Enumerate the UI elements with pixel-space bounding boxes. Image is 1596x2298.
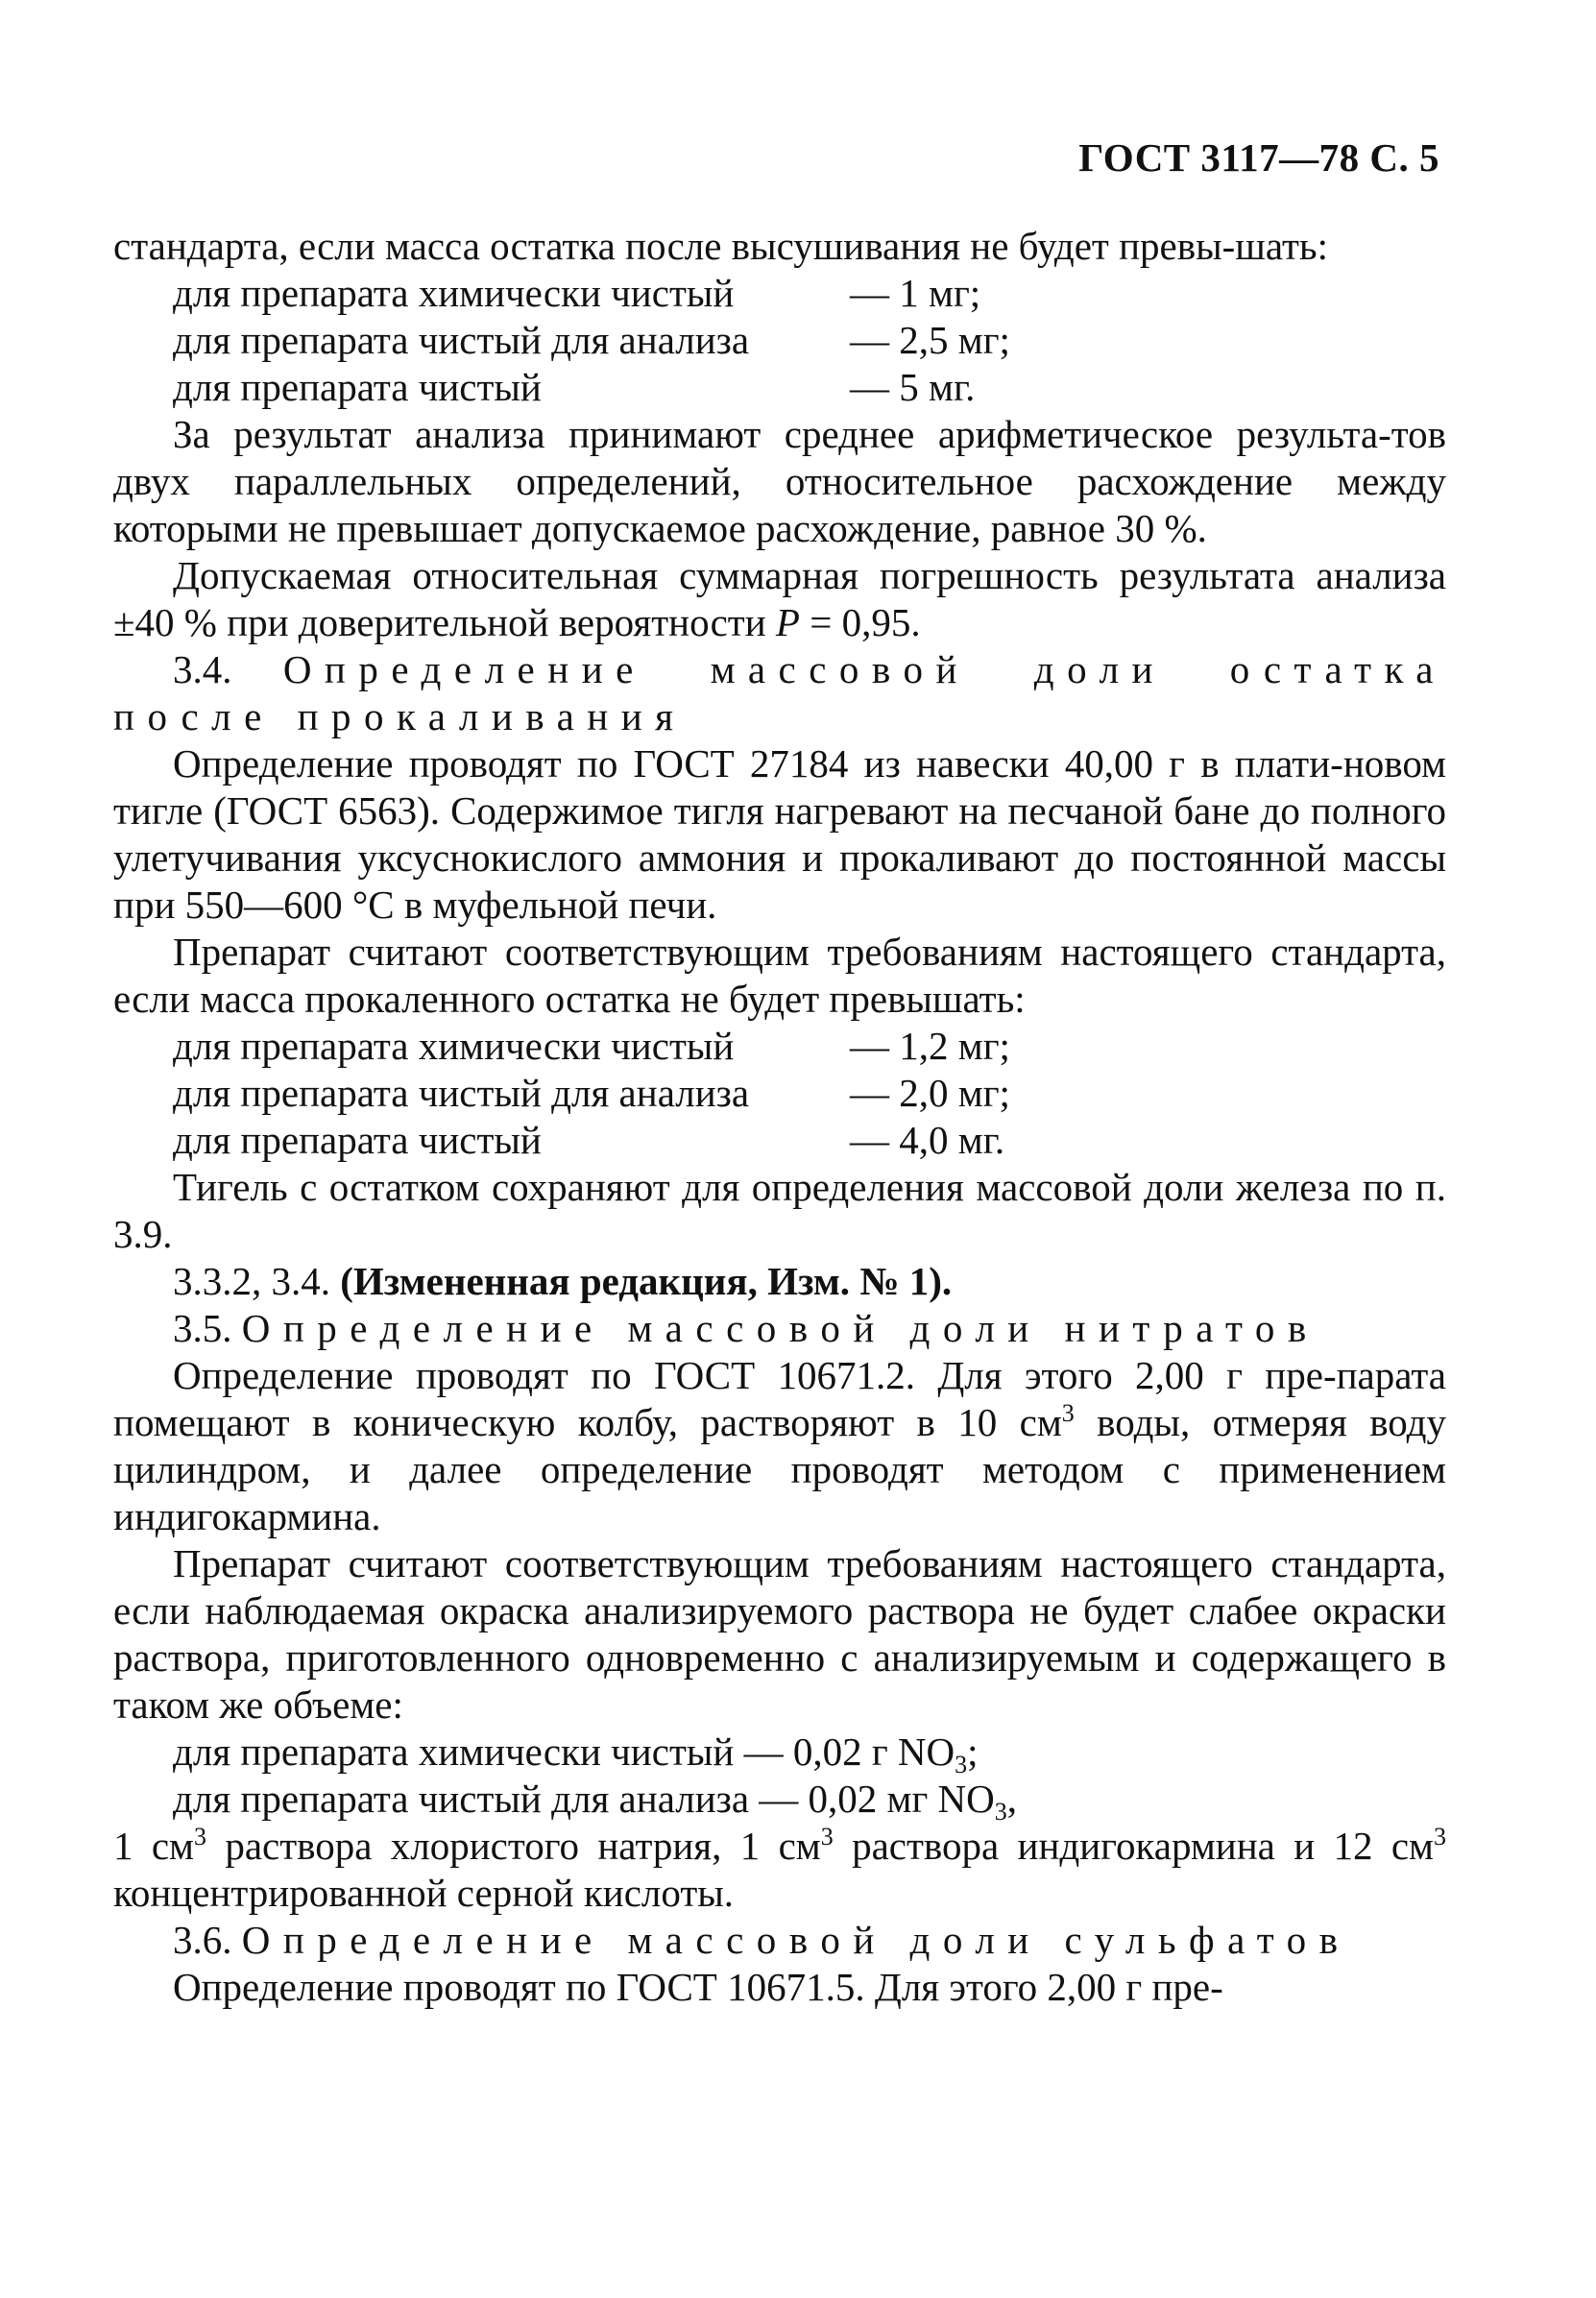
limit-value: — 1 мг; [850, 271, 981, 315]
superscript: 3 [193, 1823, 206, 1850]
limit-label: для препарата чистый для анализа [173, 1071, 750, 1115]
paragraph-result-average: За результат анализа принимают среднее арифметическое результа-тов двух параллельных определений, относительное расхождение между которыми не превышает допускаемое расхождение, равное 30 %. [113, 412, 1446, 550]
limit-row [113, 364, 1446, 411]
section-number: 3.6. [173, 1918, 242, 1962]
reagent-text: раствора индигокармина и 12 см [833, 1824, 1434, 1868]
limit-value: — 2,5 мг; [850, 318, 1010, 362]
reagent-text: 1 см [113, 1824, 194, 1868]
probability-value: = 0,95. [799, 600, 921, 644]
paragraph-ignition-method: Определение проводят по ГОСТ 27184 из навески 40,00 г в плати-новом тигле (ГОСТ 6563). Содержимое тигля нагревают на песчаной бане до полного улетучивания уксуснокислого аммония и прокаливают до постоянной массы при 550—600 °С в муфельной печи. [113, 741, 1446, 927]
limit-row [113, 270, 1446, 317]
nitrate-limit-text: для препарата чистый для анализа — 0,02 мг NO [173, 1777, 995, 1821]
ignition-residue-limits [113, 1023, 1446, 1164]
page-body [113, 223, 1446, 2011]
section-title: Определение массовой доли сульфатов [241, 1918, 1351, 1962]
punctuation: ; [967, 1730, 979, 1774]
limit-value: — 2,0 мг; [850, 1071, 1010, 1115]
paragraph-nitrate-requirement: Препарат считают соответствующим требованиям настоящего стандарта, если наблюдаемая окраска анализируемого раствора не будет слабее окраски раствора, приготовленного одновременно с анализируемым и содержащего в таком же объеме: [113, 1541, 1446, 1727]
superscript: 3 [1061, 1399, 1075, 1427]
error-text: Допускаемая относительная суммарная погрешность результата анализа ±40 % при доверительной вероятности [113, 553, 1446, 644]
limit-label: для препарата чистый [173, 1118, 542, 1162]
limit-label: для препарата химически чистый [173, 1024, 735, 1068]
reagent-text: раствора хлористого натрия, 1 см [206, 1824, 821, 1868]
limit-value: — 1,2 мг; [850, 1024, 1010, 1068]
paragraph-drying-residue: стандарта, если масса остатка после высушивания не будет превы-шать: [113, 224, 1328, 268]
paragraph-ignition-requirement: Препарат считают соответствующим требованиям настоящего стандарта, если масса прокаленного остатка не будет превышать: [113, 930, 1446, 1021]
limit-label: для препарата химически чистый [173, 271, 735, 315]
limit-label: для препарата чистый [173, 365, 542, 409]
section-number: 3.5. [173, 1306, 242, 1350]
nitrate-method-text-cont: воды, отмеряя воду цилиндром, и далее определение проводят методом с применением индигокармина. [113, 1400, 1446, 1538]
drying-residue-limits [113, 270, 1446, 411]
section-heading-3-5 [113, 1305, 1446, 1352]
paragraph-nitrate-method [113, 1352, 1446, 1540]
amendment-label: (Измененная редакция, Изм. № 1). [340, 1259, 953, 1303]
amendment-note [113, 1258, 1446, 1305]
superscript: 3 [820, 1823, 834, 1850]
paragraph-sulfate-method: Определение проводят по ГОСТ 10671.5. Для этого 2,00 г пре- [173, 1965, 1223, 2009]
section-title: Определение массовой доли остатка после прокаливания [113, 647, 1446, 738]
amendment-reference: 3.3.2, 3.4. [173, 1259, 341, 1303]
paragraph-error-tolerance [113, 552, 1446, 646]
limit-row [113, 1070, 1446, 1117]
probability-symbol: P [775, 600, 800, 644]
nitrate-method-text: Определение проводят по ГОСТ 10671.2. Для этого 2,00 г пре-парата помещают в коническую колбу, растворяют в 10 см [113, 1353, 1446, 1444]
limit-value: — 5 мг. [850, 365, 976, 409]
section-heading-3-4 [113, 646, 1446, 740]
paragraph-crucible-note: Тигель с остатком сохраняют для определения массовой доли железа по п. 3.9. [113, 1165, 1446, 1256]
nitrate-limit-text: для препарата химически чистый — 0,02 г NO [173, 1730, 955, 1774]
limit-value: — 4,0 мг. [850, 1118, 1005, 1162]
limit-row [113, 317, 1446, 364]
section-title: Определение массовой доли нитратов [241, 1306, 1319, 1350]
limit-row [113, 1117, 1446, 1164]
paragraph-reagents [113, 1823, 1446, 1917]
section-heading-3-6 [113, 1917, 1446, 1964]
punctuation: , [1006, 1777, 1018, 1821]
reagent-text: концентрированной серной кислоты. [113, 1871, 735, 1915]
nitrate-limit-line [113, 1776, 1446, 1826]
running-header: ГОСТ 3117—78 С. 5 [1078, 135, 1439, 180]
subscript: 3 [994, 1798, 1007, 1826]
section-number: 3.4. [173, 647, 283, 691]
subscript: 3 [955, 1751, 968, 1778]
nitrate-limit-line [113, 1729, 1446, 1776]
limit-label: для препарата чистый для анализа [173, 318, 750, 362]
limit-row [113, 1023, 1446, 1070]
superscript: 3 [1433, 1823, 1446, 1850]
